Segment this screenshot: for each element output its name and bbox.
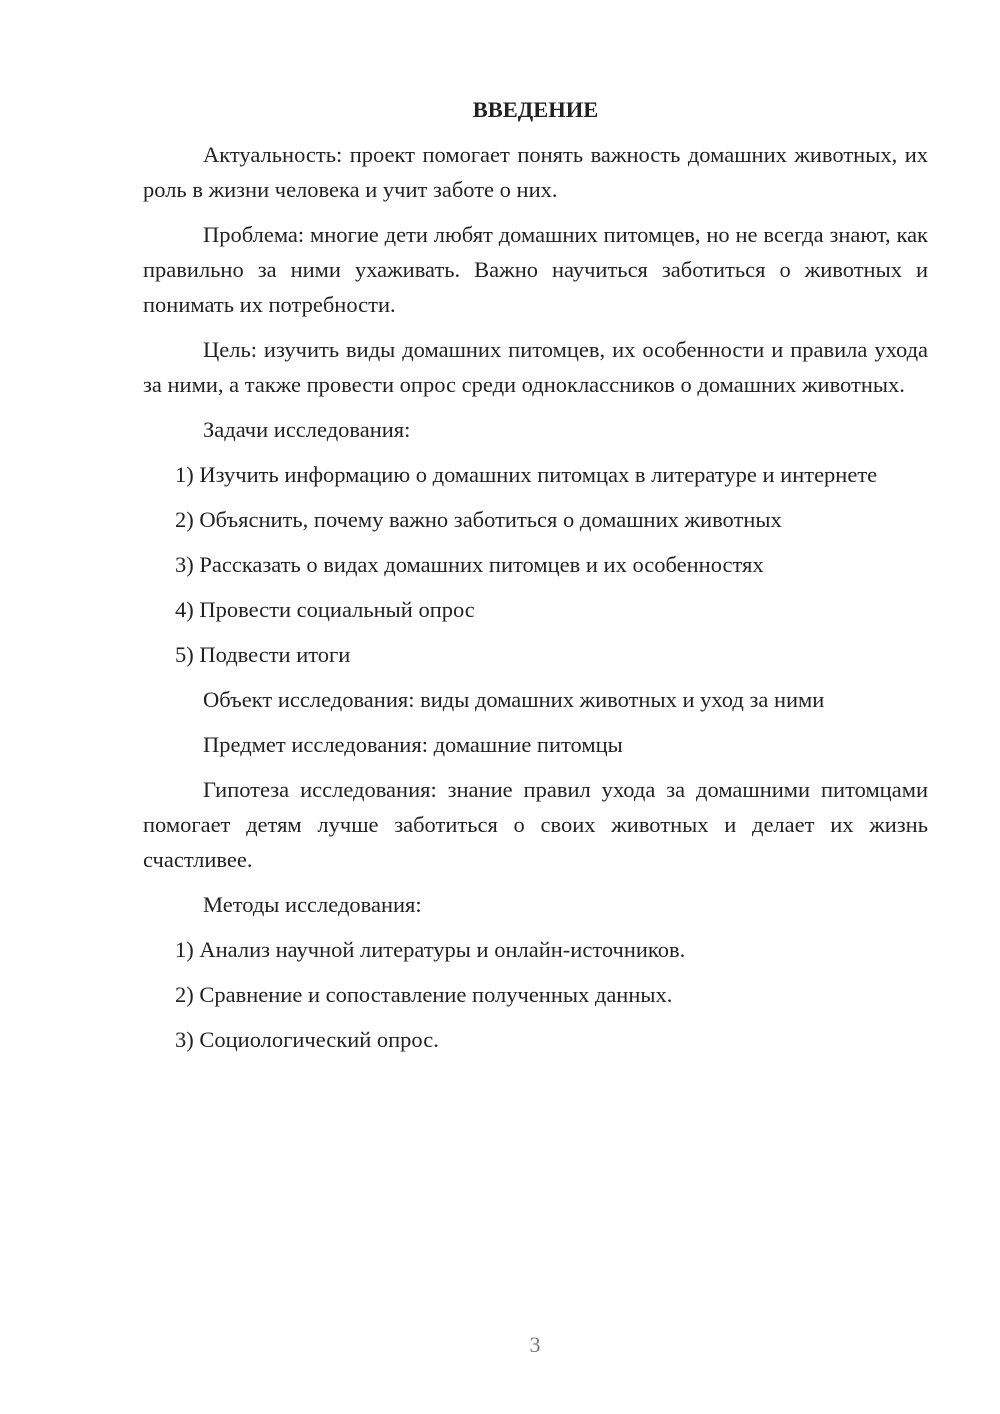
page-content xyxy=(143,92,928,1067)
subject-paragraph: Предмет исследования: домашние питомцы xyxy=(203,732,623,757)
page-number: 3 xyxy=(529,1332,541,1357)
task-item-1: 1) Изучить информацию о домашних питомцах в литературе и интернете xyxy=(175,462,878,487)
task-item-2: 2) Объяснить, почему важно заботиться о домашних животных xyxy=(175,507,782,532)
object-paragraph: Объект исследования: виды домашних животных и уход за ними xyxy=(203,687,825,712)
problem-paragraph: Проблема: многие дети любят домашних питомцев, но не всегда знают, как правильно за ними ухаживать. Важно научиться заботиться о животных и понимать их потребности. xyxy=(143,222,928,317)
method-item-2: 2) Сравнение и сопоставление полученных данных. xyxy=(175,982,673,1007)
task-item-3: 3) Рассказать о видах домашних питомцев и их особенностях xyxy=(175,552,764,577)
goal-paragraph: Цель: изучить виды домашних питомцев, их особенности и правила ухода за ними, а также провести опрос среди одноклассников о домашних животных. xyxy=(143,337,928,397)
method-item-1: 1) Анализ научной литературы и онлайн-источников. xyxy=(175,937,686,962)
relevance-paragraph: Актуальность: проект помогает понять важность домашних животных, их роль в жизни человека и учит заботе о них. xyxy=(143,142,928,202)
methods-heading: Методы исследования: xyxy=(203,892,422,917)
task-item-4: 4) Провести социальный опрос xyxy=(175,597,475,622)
hypothesis-paragraph: Гипотеза исследования: знание правил ухода за домашними питомцами помогает детям лучше заботиться о своих животных и делает их жизнь счастливее. xyxy=(143,777,928,872)
section-title: ВВЕДЕНИЕ xyxy=(472,97,599,122)
method-item-3: 3) Социологический опрос. xyxy=(175,1027,439,1052)
task-item-5: 5) Подвести итоги xyxy=(175,642,351,667)
tasks-heading: Задачи исследования: xyxy=(203,417,411,442)
